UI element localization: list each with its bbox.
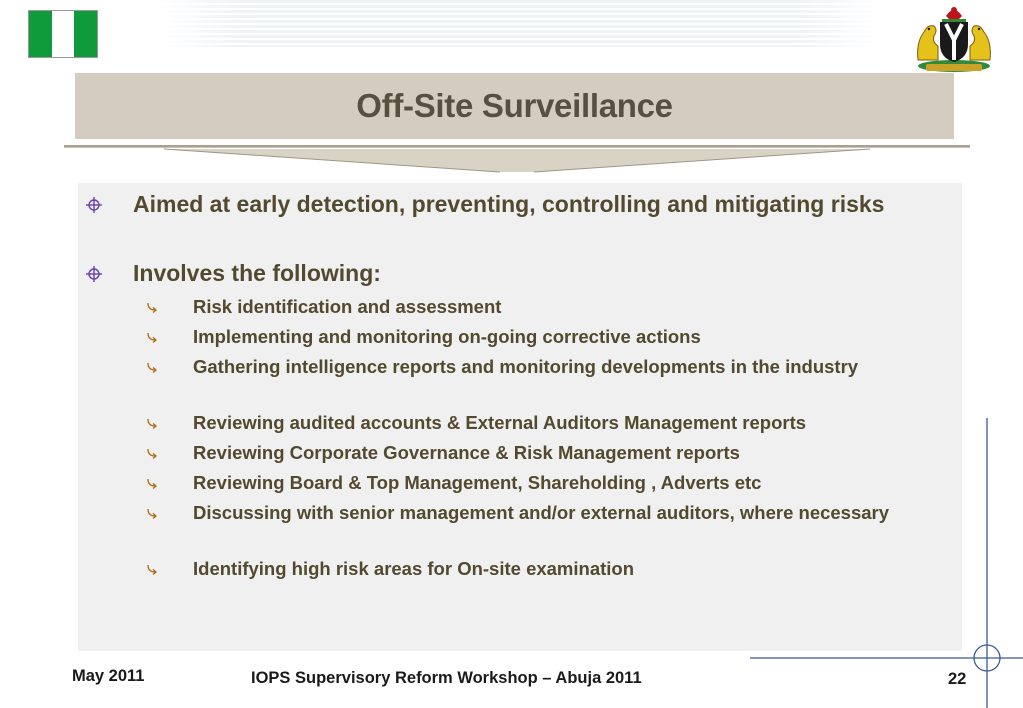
- sub-list-item: [146, 294, 952, 319]
- curved-arrow-icon: [146, 331, 159, 344]
- crosshair-circle-icon: [86, 266, 102, 282]
- sub-bullet-text: Gathering intelligence reports and monitoring developments in the industry: [193, 356, 859, 377]
- page-title: Off-Site Surveillance: [356, 87, 673, 124]
- page-number: 22: [948, 670, 967, 688]
- curved-arrow-icon: [146, 361, 159, 374]
- title-divider: [64, 139, 970, 175]
- sub-bullet-text: Implementing and monitoring on-going corrective actions: [193, 326, 701, 347]
- sub-bullet-text: Reviewing audited accounts & External Auditors Management reports: [193, 412, 807, 433]
- curved-arrow-icon: [146, 563, 159, 576]
- sub-bullet-text: Reviewing Corporate Governance & Risk Management reports: [193, 442, 740, 463]
- curved-arrow-icon: [146, 477, 159, 490]
- corner-decoration: [750, 418, 1023, 708]
- title-band: [75, 73, 954, 139]
- curved-arrow-icon: [146, 447, 159, 460]
- sub-bullet-text: Identifying high risk areas for On-site examination: [193, 558, 635, 579]
- crosshair-circle-icon: [86, 197, 102, 213]
- curved-arrow-icon: [146, 417, 159, 430]
- nigeria-flag-icon: [28, 10, 98, 58]
- sub-bullet-text: Risk identification and assessment: [193, 296, 502, 317]
- sub-list-item: [146, 354, 952, 404]
- sub-bullet-text: Discussing with senior management and/or external auditors, where necessary: [193, 502, 890, 523]
- sub-list-item: [146, 324, 952, 349]
- coat-of-arms-icon: [910, 2, 998, 74]
- list-item: [86, 189, 952, 251]
- curved-arrow-icon: [146, 507, 159, 520]
- footer-event: IOPS Supervisory Reform Workshop – Abuja 2011: [251, 669, 642, 687]
- footer-date: May 2011: [72, 667, 145, 685]
- list-item: [86, 258, 952, 289]
- curved-arrow-icon: [146, 301, 159, 314]
- sub-bullet-text: Reviewing Board & Top Management, Shareholding , Adverts etc: [193, 472, 762, 493]
- bullet-text: Aimed at early detection, preventing, controlling and mitigating risks: [133, 191, 885, 217]
- bullet-text: Involves the following:: [133, 260, 381, 286]
- header-stripes: [158, 0, 882, 47]
